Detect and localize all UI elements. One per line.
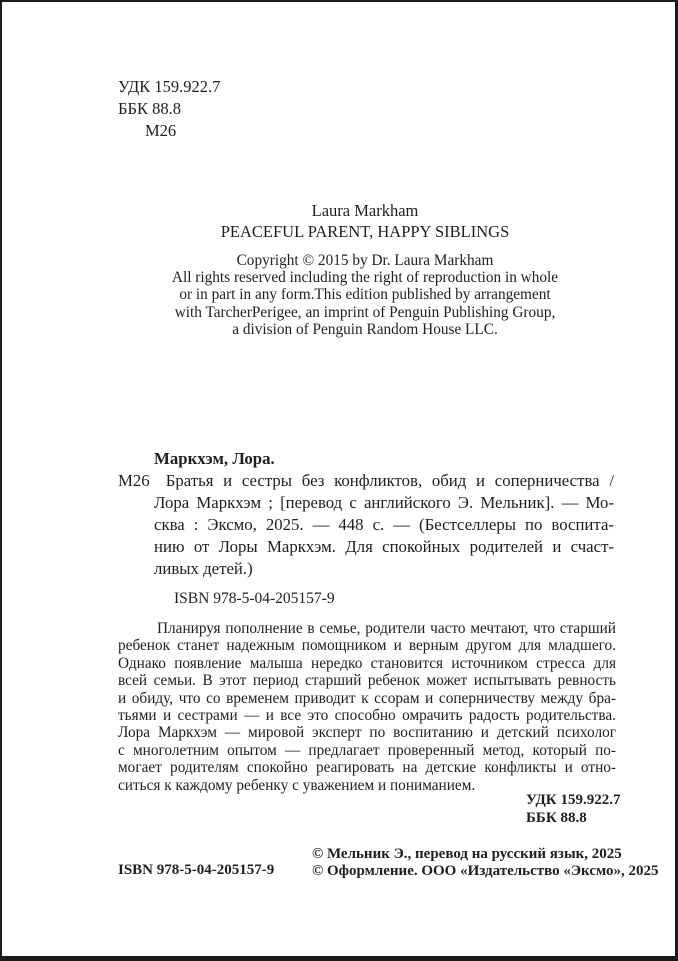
copyright-line: or in part in any form.This edition published by arrangement (179, 286, 551, 304)
biblio-line: ливых детей.) (154, 559, 253, 578)
biblio-line (118, 470, 614, 492)
bottom-classification-codes (526, 792, 620, 827)
annotation-line: ребенок станет надежным помощником и верным другом для младшего. (118, 637, 616, 655)
original-title: PEACEFUL PARENT, HAPPY SIBLINGS (220, 222, 510, 241)
author-sign-code: М26 (145, 121, 177, 140)
bibliographic-record (118, 448, 614, 580)
footer-copyright-line: © Оформление. ООО «Издательство «Эксмо», 2025 (312, 863, 659, 880)
annotation-line: всей семьи. В этот период старший ребенок может испытывать ревность (118, 672, 616, 690)
original-title-block (118, 200, 612, 242)
biblio-line: сква : Эксмо, 2025. — 448 с. — (Бестселлеры по воспита- (154, 515, 614, 534)
annotation (118, 620, 616, 794)
copyright-line: All rights reserved including the right of reproduction in whole (171, 269, 559, 287)
footer-copyrights (312, 846, 659, 880)
bbk-code-bottom: ББК 88.8 (526, 809, 587, 826)
annotation-line: ситься к каждому ребенку с уважением и пониманием. (118, 776, 476, 794)
footer-isbn: ISBN 978-5-04-205157-9 (118, 862, 275, 878)
udk-code-bottom: УДК 159.922.7 (526, 792, 621, 808)
annotation-line: Лора Маркхэм — мировой эксперт по воспитанию и детский психолог (118, 724, 616, 742)
annotation-line: тьями и сестрами — и все это способно омрачить радость родительства. (118, 707, 616, 725)
copyright-line: with TarcherPerigee, an imprint of Penguin Publishing Group, (174, 303, 556, 321)
biblio-author-heading: Маркхэм, Лора. (154, 449, 275, 468)
biblio-index: М26 (118, 471, 150, 490)
biblio-line: нию от Лоры Маркхэм. Для спокойных родителей и счаст- (154, 537, 614, 556)
original-author: Laura Markham (311, 201, 419, 220)
annotation-line: могает родителям спокойно реагировать на детские конфликты и отно- (118, 759, 616, 777)
footer-copyright-line: © Мельник Э., перевод на русский язык, 2025 (312, 846, 622, 862)
bbk-code: ББК 88.8 (118, 99, 181, 118)
copyright-line: Copyright © 2015 by Dr. Laura Markham (236, 252, 494, 269)
isbn-record: ISBN 978-5-04-205157-9 (174, 590, 335, 607)
annotation-line: и обиду, что со временем приводит к ссорам и соперничеству между бра- (118, 689, 616, 707)
udk-code: УДК 159.922.7 (118, 77, 221, 96)
biblio-line-text: Братья и сестры без конфликтов, обид и соперничества / (165, 471, 614, 490)
copyright-notice (98, 252, 632, 338)
annotation-line: Планируя пополнение в семье, родители часто мечтают, что старший (157, 620, 616, 637)
biblio-line: Лора Маркхэм ; [перевод с английского Э. Мельник]. — Мо- (154, 493, 614, 512)
copyright-line: a division of Penguin Random House LLC. (232, 320, 498, 338)
annotation-line: Однако появление малыша нередко становится источником стресса для (118, 654, 616, 672)
top-classification-codes (118, 76, 220, 142)
annotation-line: с многолетним опытом — предлагает проверенный метод, который по- (118, 741, 616, 759)
